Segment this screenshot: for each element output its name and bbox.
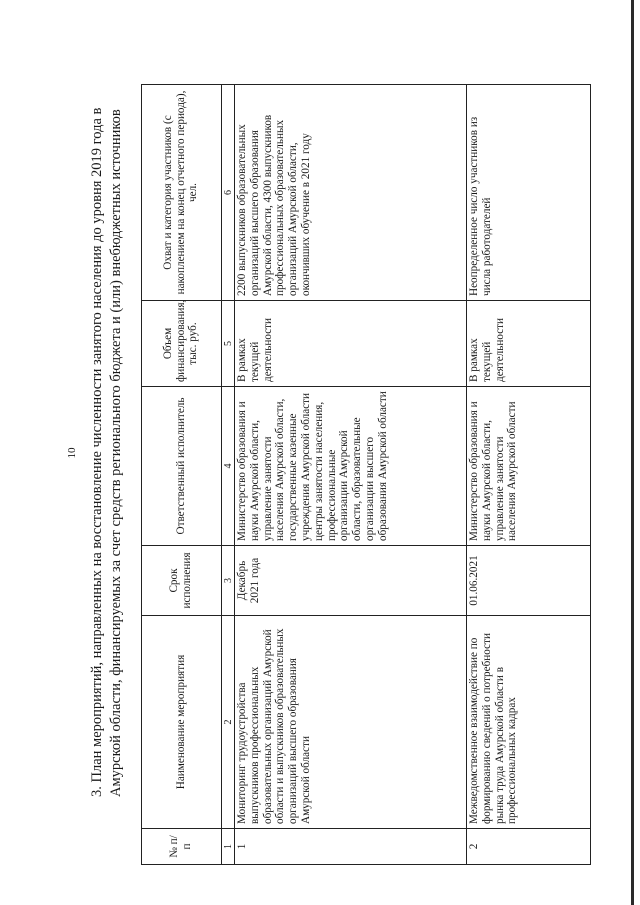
header-coverage: Охват и категория участников (с накоплением на конец отчетного периода), чел. <box>142 85 222 301</box>
column-number: 1 <box>222 829 235 865</box>
page-number: 10 <box>66 447 78 459</box>
funding-volume: В рамках текущей деятельности <box>235 301 467 387</box>
responsible-executor: Министерство образования и науки Амурской области, управление занятости населения Амурской области, государственные казенные учреждения Амурской области центры занятости населения, профессиональные организации Амурской области, образовательные организации высшего образования Амурской области <box>235 387 467 546</box>
header-number: № п/п <box>142 829 222 865</box>
header-funding: Объем финансирования, тыс. руб. <box>142 301 222 387</box>
column-number: 2 <box>222 616 235 829</box>
table-row <box>235 85 467 865</box>
funding-volume: В рамках текущей деятельности <box>467 301 591 387</box>
table-header-row <box>142 85 222 865</box>
participant-coverage: 2200 выпускников образовательных организаций высшего образования Амурской области, 4300 выпускников профессиональных образовательных организаций Амурской области, окончивших обучение в 2021 году <box>235 85 467 301</box>
header-executor: Ответственный исполнитель <box>142 387 222 546</box>
header-deadline: Срок исполнения <box>142 546 222 616</box>
deadline: Декабрь 2021 года <box>235 546 467 616</box>
row-number: 1 <box>235 829 467 865</box>
column-number: 5 <box>222 301 235 387</box>
plan-table <box>141 84 591 865</box>
column-number: 6 <box>222 85 235 301</box>
activity-name: Межведомственное взаимодействие по формированию сведений о потребности рынка труда Амурской области в профессиональных кадрах <box>467 616 591 829</box>
column-number-row <box>222 85 235 865</box>
row-number: 2 <box>467 829 591 865</box>
header-name: Наименование мероприятия <box>142 616 222 829</box>
responsible-executor: Министерство образования и науки Амурской области, управление занятости населения Амурской области <box>467 387 591 546</box>
column-number: 3 <box>222 546 235 616</box>
section-title: 3. План мероприятий, направленных на восстановление численности занятого населения до уровня 2019 года в Амурской области, финансируемых за счет средств регионального бюджета и (или) внебюджетных источников <box>89 107 124 797</box>
participant-coverage: Неопределенное число участников из числа работодателей <box>467 85 591 301</box>
table-row <box>467 85 591 865</box>
column-number: 4 <box>222 387 235 546</box>
scan-edge-bar <box>631 0 634 905</box>
activity-name: Мониторинг трудоустройства выпускников профессиональных образовательных организаций Амурской области и выпускников образовательных организаций высшего образования Амурской области <box>235 616 467 829</box>
deadline: 01.06.2021 <box>467 546 591 616</box>
